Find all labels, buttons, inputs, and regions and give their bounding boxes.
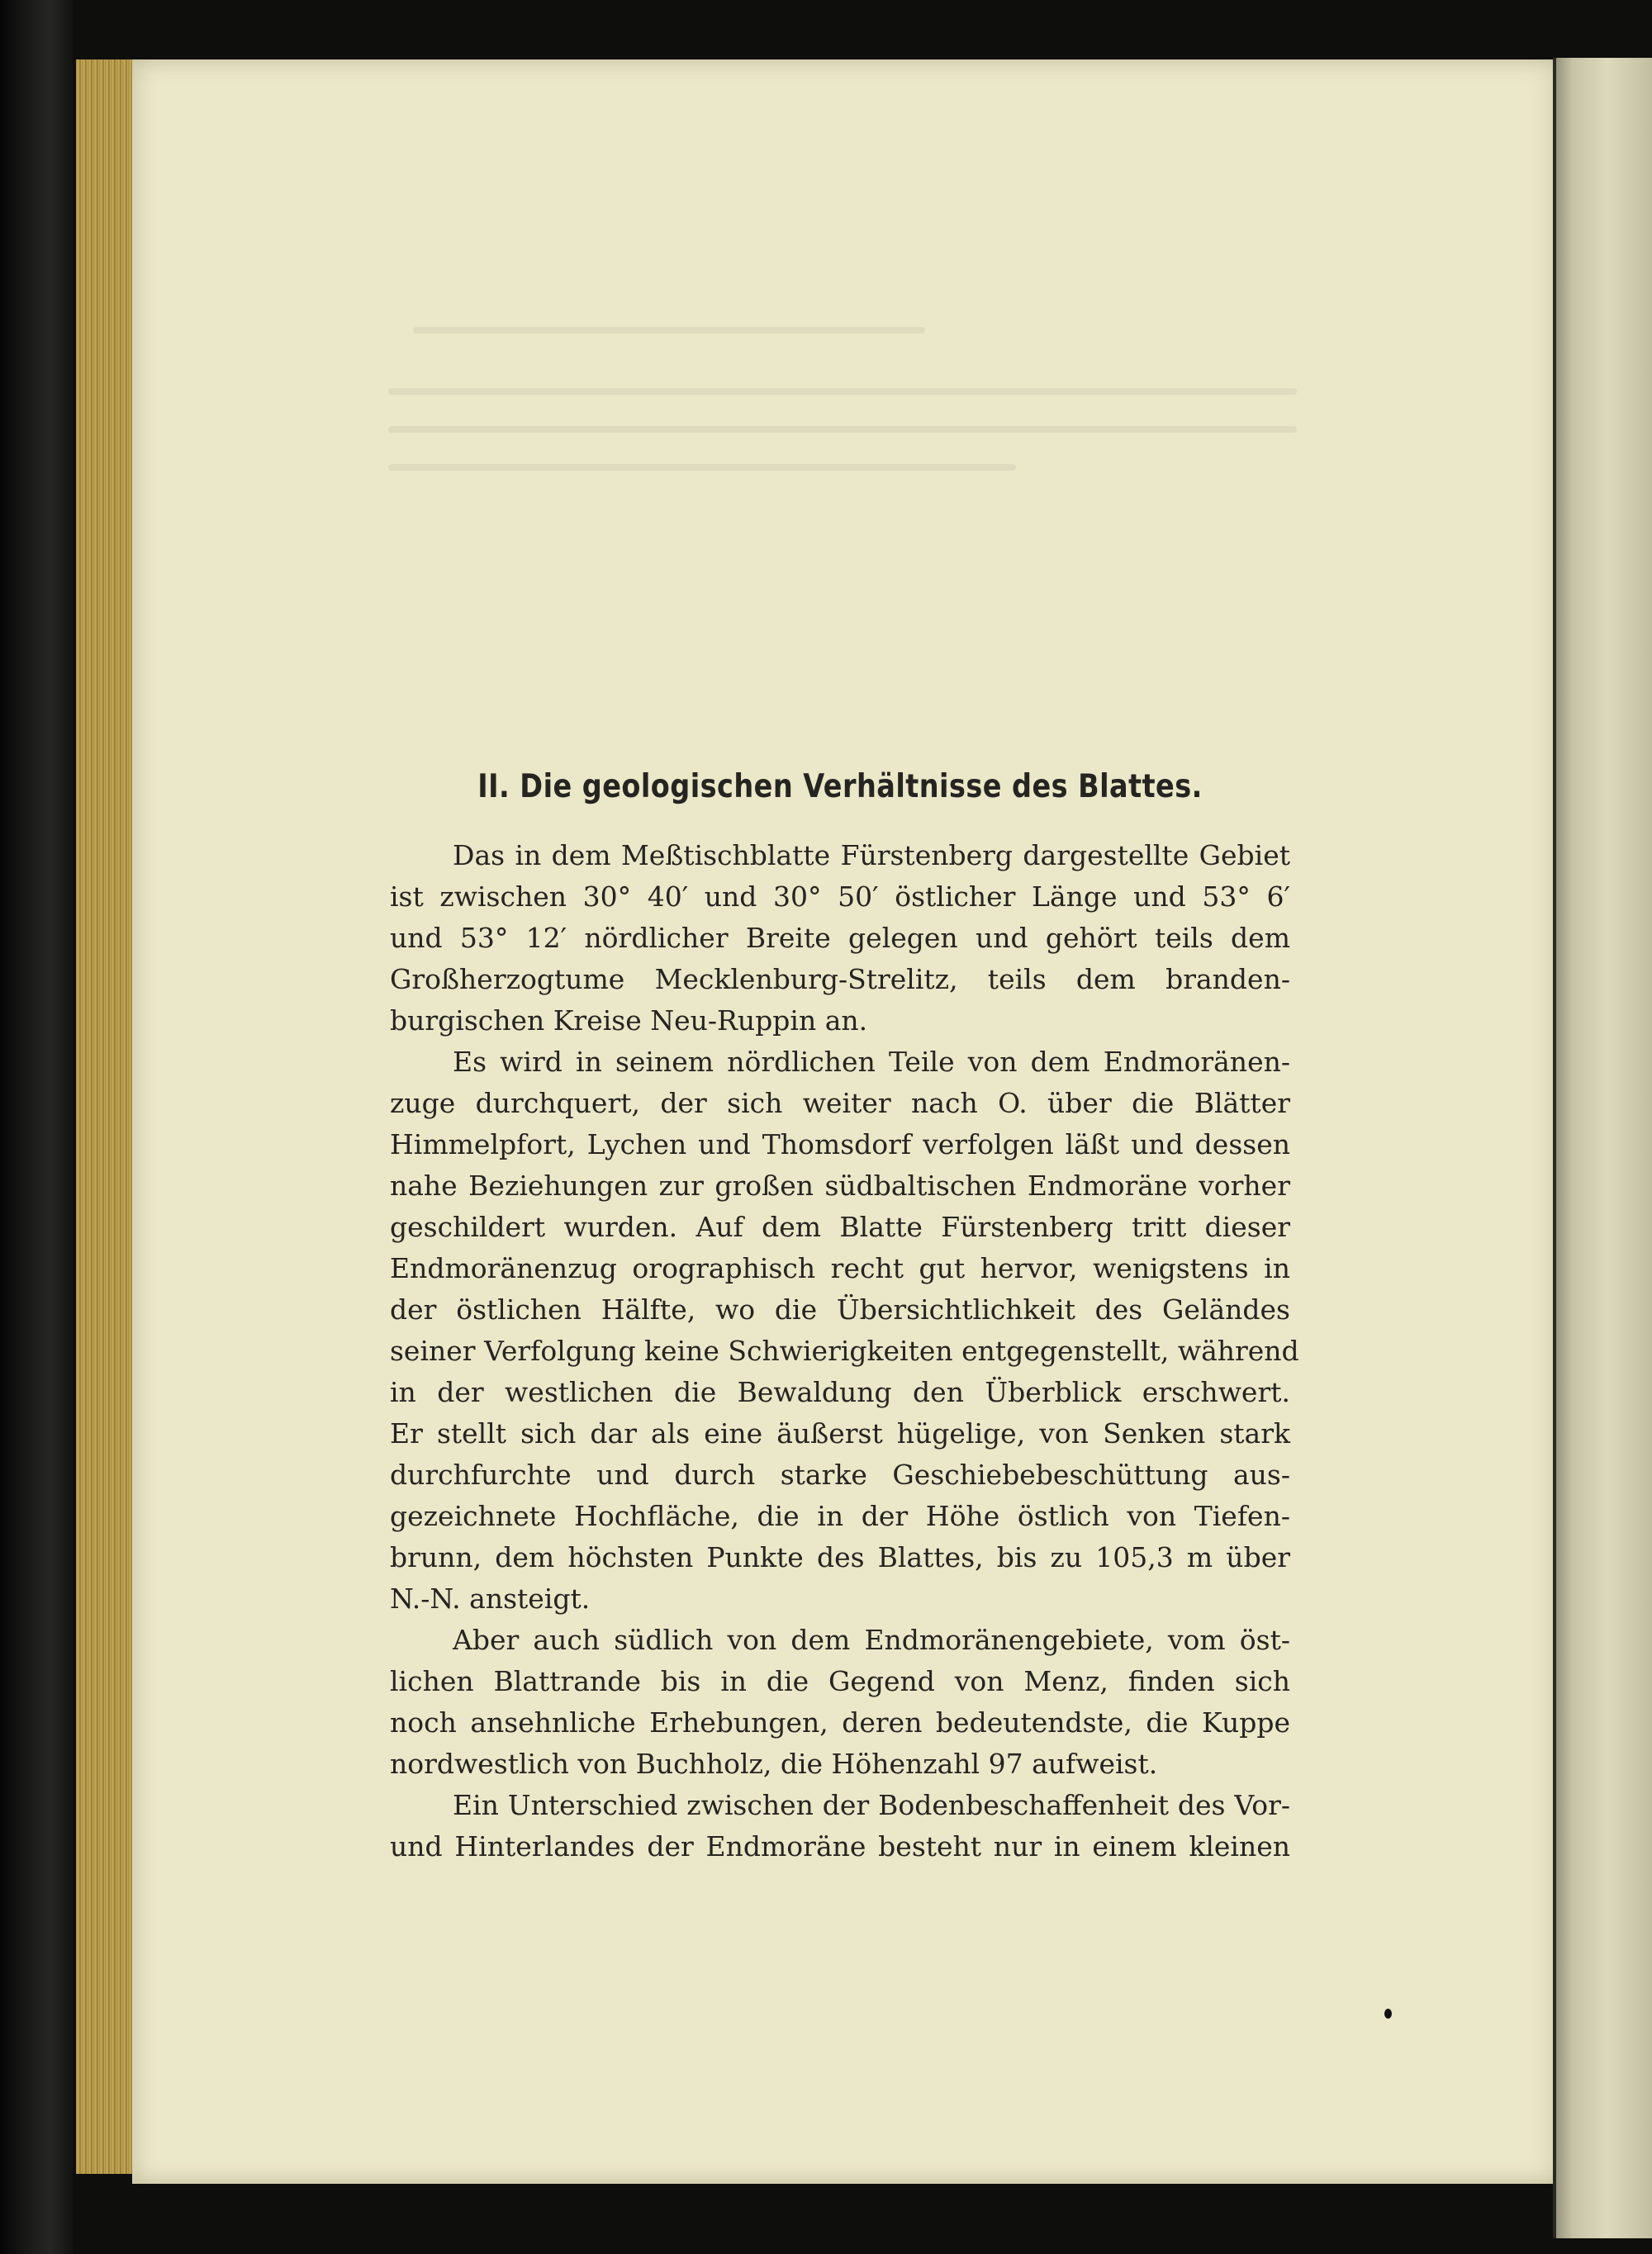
text-line: zuge durchquert, der sich weiter nach O. über die Blätter xyxy=(390,1087,1290,1119)
text-line: nordwestlich von Buchholz, die Höhenzahl 97 aufweist. xyxy=(390,1748,1158,1780)
text-line: Aber auch südlich von dem Endmoränengebiete, vom öst- xyxy=(453,1624,1290,1656)
text-line: der östlichen Hälfte, wo die Übersichtlichkeit des Geländes xyxy=(390,1293,1290,1326)
text-line: Es wird in seinem nördlichen Teile von dem Endmoränen- xyxy=(453,1046,1290,1078)
show-through xyxy=(388,464,1016,471)
text-line: durchfurchte und durch starke Geschiebebeschüttung aus- xyxy=(390,1459,1290,1491)
section-heading: II. Die geologischen Verhältnisse des Blattes. xyxy=(477,768,1203,805)
text-line: noch ansehnliche Erhebungen, deren bedeutendste, die Kuppe xyxy=(390,1706,1290,1739)
book-binding xyxy=(0,0,73,2254)
text-line: nahe Beziehungen zur großen südbaltischen Endmoräne vorher xyxy=(390,1170,1290,1202)
paragraph-3 xyxy=(390,1620,1290,1785)
facing-page-edge xyxy=(1553,58,1652,2238)
text-line: N.-N. ansteigt. xyxy=(390,1583,591,1615)
text-line: und 53° 12′ nördlicher Breite gelegen und gehört teils dem xyxy=(390,922,1290,954)
text-line: in der westlichen die Bewaldung den Überblick erschwert. xyxy=(390,1376,1290,1408)
text-line: geschildert wurden. Auf dem Blatte Fürstenberg tritt dieser xyxy=(390,1211,1290,1243)
text-line: brunn, dem höchsten Punkte des Blattes, bis zu 105,3 m über xyxy=(390,1541,1290,1573)
page-content xyxy=(390,768,1299,1867)
ink-speck xyxy=(1384,2009,1392,2019)
paragraph-4 xyxy=(390,1785,1290,1867)
text-line: Großherzogtume Mecklenburg-Strelitz, teils dem branden- xyxy=(390,963,1290,995)
text-line: lichen Blattrande bis in die Gegend von Menz, finden sich xyxy=(390,1665,1290,1697)
text-line: Er stellt sich dar als eine äußerst hügelige, von Senken stark xyxy=(390,1417,1290,1450)
paragraph-2 xyxy=(390,1042,1299,1620)
text-line: und Hinterlandes der Endmoräne besteht nur in einem kleinen xyxy=(390,1830,1290,1863)
text-line: Das in dem Meßtischblatte Fürstenberg dargestellte Gebiet xyxy=(453,839,1290,871)
show-through xyxy=(388,426,1297,433)
text-line: ist zwischen 30° 40′ und 30° 50′ östlicher Länge und 53° 6′ xyxy=(390,880,1290,913)
show-through xyxy=(388,388,1297,395)
text-line: burgischen Kreise Neu-Ruppin an. xyxy=(390,1004,868,1037)
text-line: Himmelpfort, Lychen und Thomsdorf verfolgen läßt und dessen xyxy=(390,1128,1290,1160)
text-line: seiner Verfolgung keine Schwierigkeiten entgegenstellt, während xyxy=(390,1335,1299,1367)
text-line: Endmoränenzug orographisch recht gut hervor, wenigstens in xyxy=(390,1252,1290,1284)
paragraph-1 xyxy=(390,835,1290,1042)
page-edges xyxy=(76,59,134,2174)
text-line: Ein Unterschied zwischen der Bodenbeschaffenheit des Vor- xyxy=(453,1789,1290,1821)
text-line: gezeichnete Hochfläche, die in der Höhe östlich von Tiefen- xyxy=(390,1500,1290,1532)
page-fold xyxy=(1553,58,1556,2238)
show-through xyxy=(413,327,925,334)
